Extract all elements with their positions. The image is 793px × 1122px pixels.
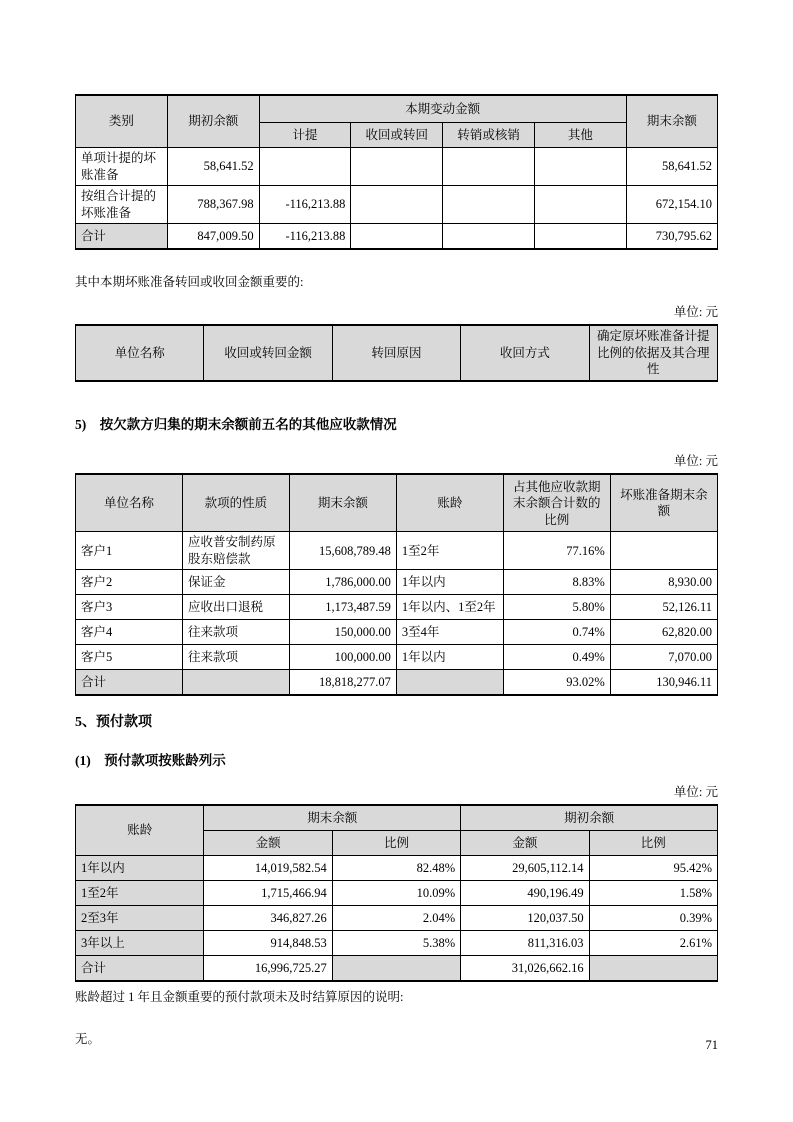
- cell-provision: 7,070.00: [610, 645, 717, 670]
- cell-nature: 保证金: [182, 570, 289, 595]
- cell-writeoff: [443, 224, 535, 250]
- cell-beg-ratio: 0.39%: [589, 906, 717, 931]
- cell-accrual: -116,213.88: [259, 224, 351, 250]
- cell-ratio: 77.16%: [503, 532, 610, 570]
- cell-beg-ratio: 2.61%: [589, 931, 717, 956]
- cell-aging: 1年以内: [396, 645, 503, 670]
- cell-ending: 15,608,789.48: [289, 532, 396, 570]
- overdue-prepayment-note: 账龄超过 1 年且金额重要的预付款项未及时结算原因的说明:: [75, 990, 404, 1005]
- cell-other: [534, 186, 626, 224]
- cell-end-amount: 1,715,466.94: [204, 881, 332, 906]
- header-recover-amount: 收回或转回金额: [204, 325, 332, 381]
- page-content: [75, 0, 718, 1048]
- table-total-row: [76, 956, 718, 982]
- cell-total-label: 合计: [76, 670, 183, 696]
- cell-ending: 58,641.52: [626, 148, 717, 186]
- header-nature: 款项的性质: [182, 474, 289, 532]
- prepayments-by-aging-table: [75, 804, 718, 982]
- cell-end-amount: 914,848.53: [204, 931, 332, 956]
- cell-beginning: 788,367.98: [167, 186, 259, 224]
- cell-recover: [351, 148, 443, 186]
- header-ending-balance: 期末余额: [626, 95, 717, 148]
- cell-nature: 应收出口退税: [182, 595, 289, 620]
- cell-nature: 往来款项: [182, 620, 289, 645]
- header-writeoff: 转销或核销: [443, 123, 535, 148]
- cell-provision: 62,820.00: [610, 620, 717, 645]
- cell-ending: 100,000.00: [289, 645, 396, 670]
- cell-ending: 1,173,487.59: [289, 595, 396, 620]
- cell-unit: 客户5: [76, 645, 183, 670]
- table-header-row: [76, 474, 718, 532]
- header-change-group: 本期变动金额: [259, 95, 626, 123]
- cell-accrual: -116,213.88: [259, 186, 351, 224]
- cell-empty: [332, 956, 460, 982]
- cell-beg-amount: 31,026,662.16: [461, 956, 589, 982]
- cell-nature: 应收普安制药原股东赔偿款: [182, 532, 289, 570]
- cell-beg-ratio: 95.42%: [589, 856, 717, 881]
- cell-ratio: 0.74%: [503, 620, 610, 645]
- cell-aging: 1年以内: [396, 570, 503, 595]
- cell-aging: 1至2年: [76, 881, 204, 906]
- header-provision-basis: 确定原坏账准备计提比例的依据及其合理性: [589, 325, 717, 381]
- cell-empty: [589, 956, 717, 982]
- cell-empty: [396, 670, 503, 696]
- cell-ending: 150,000.00: [289, 620, 396, 645]
- cell-aging: 3至4年: [396, 620, 503, 645]
- cell-unit: 客户4: [76, 620, 183, 645]
- cell-total-label: 合计: [76, 224, 168, 250]
- table-row: [76, 931, 718, 956]
- cell-unit: 客户2: [76, 570, 183, 595]
- cell-aging: 3年以上: [76, 931, 204, 956]
- header-reversal-reason: 转回原因: [332, 325, 460, 381]
- cell-ending: 672,154.10: [626, 186, 717, 224]
- cell-provision: 8,930.00: [610, 570, 717, 595]
- cell-end-ratio: 5.38%: [332, 931, 460, 956]
- cell-beginning: 847,009.50: [167, 224, 259, 250]
- cell-other: [534, 224, 626, 250]
- cell-provision: 52,126.11: [610, 595, 717, 620]
- cell-end-ratio: 2.04%: [332, 906, 460, 931]
- header-end-amount: 金额: [204, 831, 332, 856]
- cell-beg-amount: 29,605,112.14: [461, 856, 589, 881]
- cell-end-ratio: 10.09%: [332, 881, 460, 906]
- header-end-ratio: 比例: [332, 831, 460, 856]
- table-row: [76, 186, 718, 224]
- cell-beg-ratio: 1.58%: [589, 881, 717, 906]
- table-total-row: [76, 670, 718, 696]
- header-beginning-balance: 期初余额: [167, 95, 259, 148]
- cell-ending: 1,786,000.00: [289, 570, 396, 595]
- unit-label: 单位: 元: [673, 305, 718, 320]
- cell-empty: [182, 670, 289, 696]
- cell-ending: 18,818,277.07: [289, 670, 396, 696]
- cell-end-amount: 16,996,725.27: [204, 956, 332, 982]
- table-row: [76, 620, 718, 645]
- cell-category: 按组合计提的坏账准备: [76, 186, 168, 224]
- header-ratio: 占其他应收款期末余额合计数的比例: [503, 474, 610, 532]
- cell-ratio: 93.02%: [503, 670, 610, 696]
- cell-provision: 130,946.11: [610, 670, 717, 696]
- table-row: [76, 881, 718, 906]
- cell-ratio: 8.83%: [503, 570, 610, 595]
- cell-ending: 730,795.62: [626, 224, 717, 250]
- header-unit-name: 单位名称: [76, 325, 204, 381]
- table-header-row: [76, 805, 718, 831]
- cell-end-amount: 346,827.26: [204, 906, 332, 931]
- header-other: 其他: [534, 123, 626, 148]
- cell-end-amount: 14,019,582.54: [204, 856, 332, 881]
- cell-writeoff: [443, 186, 535, 224]
- cell-aging: 2至3年: [76, 906, 204, 931]
- header-unit-name: 单位名称: [76, 474, 183, 532]
- table-row: [76, 645, 718, 670]
- table-row: [76, 856, 718, 881]
- none-text: 无。: [75, 1032, 101, 1047]
- cell-aging: 1年以内: [76, 856, 204, 881]
- section-heading-top5-receivables: 5) 按欠款方归集的期末余额前五名的其他应收款情况: [75, 416, 397, 432]
- cell-recover: [351, 186, 443, 224]
- table-header-row: [76, 325, 718, 381]
- cell-beg-amount: 120,037.50: [461, 906, 589, 931]
- cell-ratio: 0.49%: [503, 645, 610, 670]
- table-total-row: [76, 224, 718, 250]
- unit-label: 单位: 元: [673, 785, 718, 800]
- header-beg-ratio: 比例: [589, 831, 717, 856]
- recovery-note: 其中本期坏账准备转回或收回金额重要的:: [75, 275, 304, 289]
- table-row: [76, 906, 718, 931]
- cell-unit: 客户1: [76, 532, 183, 570]
- header-aging: 账龄: [76, 805, 204, 856]
- page-number: 71: [705, 1038, 718, 1052]
- cell-recover: [351, 224, 443, 250]
- cell-aging: 1年以内、1至2年: [396, 595, 503, 620]
- table-row: [76, 532, 718, 570]
- cell-other: [534, 148, 626, 186]
- header-recovery-method: 收回方式: [461, 325, 589, 381]
- bad-debt-provision-movement-table: [75, 94, 718, 250]
- cell-unit: 客户3: [76, 595, 183, 620]
- cell-accrual: [259, 148, 351, 186]
- top5-other-receivables-table: [75, 473, 718, 696]
- cell-beg-amount: 811,316.03: [461, 931, 589, 956]
- table-header-row: [76, 95, 718, 123]
- header-category: 类别: [76, 95, 168, 148]
- significant-recovery-table: [75, 324, 718, 382]
- section-heading-prepayments: 5、预付款项: [75, 715, 152, 731]
- header-aging: 账龄: [396, 474, 503, 532]
- table-row: [76, 570, 718, 595]
- header-ending-balance: 期末余额: [289, 474, 396, 532]
- header-recover: 收回或转回: [351, 123, 443, 148]
- header-beg-amount: 金额: [461, 831, 589, 856]
- header-beginning-group: 期初余额: [461, 805, 718, 831]
- cell-ratio: 5.80%: [503, 595, 610, 620]
- cell-aging: 1至2年: [396, 532, 503, 570]
- table-row: [76, 595, 718, 620]
- table-row: [76, 148, 718, 186]
- cell-provision: [610, 532, 717, 570]
- cell-end-ratio: 82.48%: [332, 856, 460, 881]
- cell-total-label: 合计: [76, 956, 204, 982]
- cell-nature: 往来款项: [182, 645, 289, 670]
- header-ending-group: 期末余额: [204, 805, 461, 831]
- cell-writeoff: [443, 148, 535, 186]
- cell-beg-amount: 490,196.49: [461, 881, 589, 906]
- subsection-heading-prepayments-by-aging: (1) 预付款项按账龄列示: [75, 753, 226, 769]
- cell-category: 单项计提的坏账准备: [76, 148, 168, 186]
- header-provision: 坏账准备期末余额: [610, 474, 717, 532]
- unit-label: 单位: 元: [673, 454, 718, 469]
- cell-beginning: 58,641.52: [167, 148, 259, 186]
- header-accrual: 计提: [259, 123, 351, 148]
